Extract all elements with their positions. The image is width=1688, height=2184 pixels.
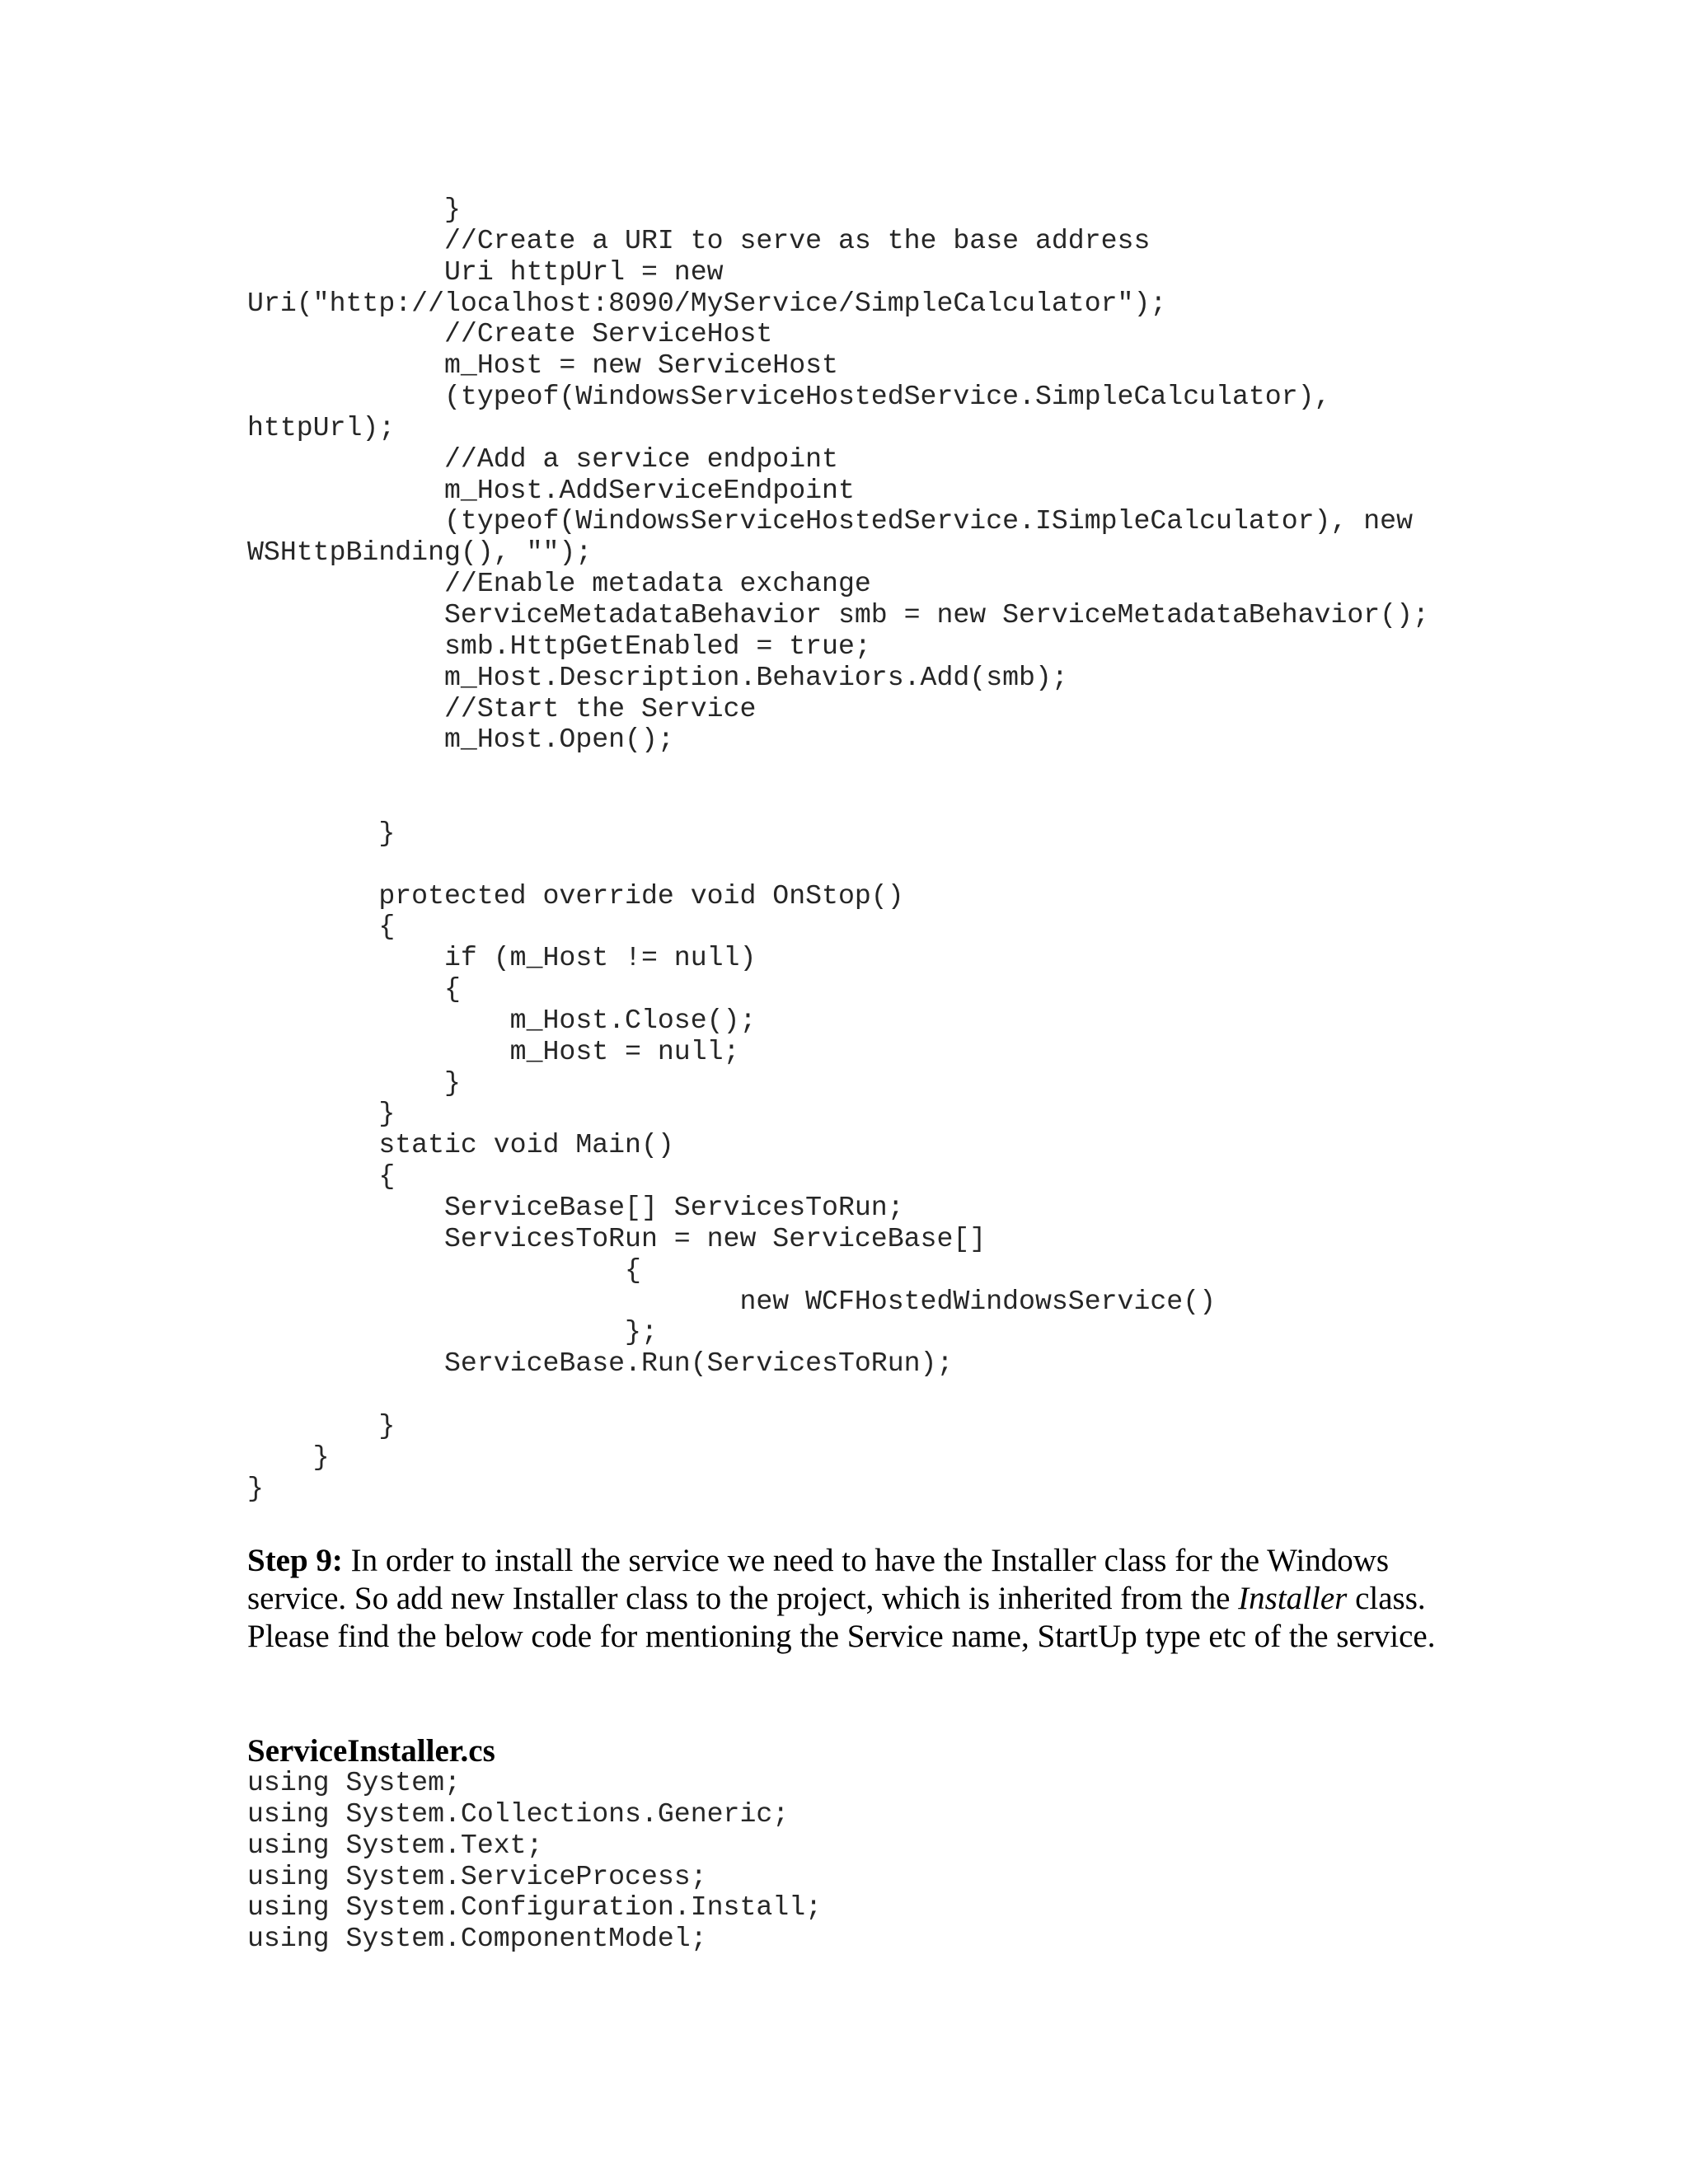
code-line: } bbox=[247, 1409, 396, 1441]
code-line: } bbox=[247, 1098, 396, 1130]
step-9-text-after: class. Please find the below code for mentioning the Service name, StartUp type etc of the service. bbox=[247, 1581, 1436, 1654]
code-line: new WCFHostedWindowsService() bbox=[247, 1285, 1217, 1317]
code-line: m_Host.Close(); bbox=[247, 1004, 757, 1036]
code-line: httpUrl); bbox=[247, 411, 396, 443]
code-line: using System.Text; bbox=[247, 1829, 543, 1861]
code-line: }; bbox=[247, 1316, 658, 1348]
code-line: //Enable metadata exchange bbox=[247, 568, 871, 600]
code-line: { bbox=[247, 1254, 641, 1286]
code-line: using System.Configuration.Install; bbox=[247, 1891, 823, 1924]
code-line: //Add a service endpoint bbox=[247, 443, 838, 475]
code-line: ServicesToRun = new ServiceBase[] bbox=[247, 1222, 987, 1254]
code-line: { bbox=[247, 1160, 396, 1193]
code-line: using System.ServiceProcess; bbox=[247, 1860, 707, 1892]
code-line: } bbox=[247, 817, 396, 849]
code-line: static void Main() bbox=[247, 1129, 674, 1161]
code-line: m_Host.Open(); bbox=[247, 724, 674, 756]
code-line: m_Host = new ServiceHost bbox=[247, 349, 838, 382]
code-line: protected override void OnStop() bbox=[247, 879, 904, 912]
code-line: m_Host.AddServiceEndpoint bbox=[247, 474, 855, 506]
step-9-paragraph bbox=[247, 1542, 1451, 1656]
code-line: WSHttpBinding(), ""); bbox=[247, 537, 593, 569]
code-line: if (m_Host != null) bbox=[247, 942, 757, 974]
code-line: (typeof(WindowsServiceHostedService.ISimpleCalculator), new bbox=[247, 505, 1414, 537]
code-line: using System; bbox=[247, 1767, 461, 1798]
step-9-italic-word: Installer bbox=[1238, 1581, 1348, 1616]
code-line: (typeof(WindowsServiceHostedService.SimpleCalculator), bbox=[247, 381, 1331, 413]
code-line: } bbox=[247, 1066, 461, 1099]
code-line: { bbox=[247, 973, 461, 1005]
code-line: } bbox=[247, 1472, 264, 1504]
code-line: } bbox=[247, 1441, 330, 1473]
code-line: m_Host = null; bbox=[247, 1035, 740, 1067]
code-line: //Create a URI to serve as the base address bbox=[247, 224, 1151, 256]
code-line: m_Host.Description.Behaviors.Add(smb); bbox=[247, 661, 1068, 693]
code-line: Uri httpUrl = new bbox=[247, 255, 724, 288]
code-line: ServiceBase[] ServicesToRun; bbox=[247, 1192, 904, 1223]
code-line: { bbox=[247, 911, 396, 943]
file-heading: ServiceInstaller.cs bbox=[247, 1733, 495, 1769]
step-9-text-before: In order to install the service we need to have the Installer class for the Windows service. So add new Installer class to the project, which is inherited from the bbox=[247, 1543, 1390, 1616]
code-block-service-host bbox=[247, 194, 1429, 1504]
code-line: Uri("http://localhost:8090/MyService/SimpleCalculator"); bbox=[247, 287, 1167, 319]
code-line: //Start the Service bbox=[247, 692, 757, 724]
code-line: //Create ServiceHost bbox=[247, 318, 773, 350]
code-line: smb.HttpGetEnabled = true; bbox=[247, 630, 871, 662]
code-line: ServiceMetadataBehavior smb = new ServiceMetadataBehavior(); bbox=[247, 598, 1429, 630]
code-line: ServiceBase.Run(ServicesToRun); bbox=[247, 1347, 954, 1380]
code-block-installer-usings bbox=[247, 1768, 822, 1955]
code-line: using System.Collections.Generic; bbox=[247, 1797, 790, 1830]
step-9-label: Step 9: bbox=[247, 1543, 343, 1578]
code-line: using System.ComponentModel; bbox=[247, 1923, 707, 1955]
code-line: } bbox=[247, 194, 461, 225]
